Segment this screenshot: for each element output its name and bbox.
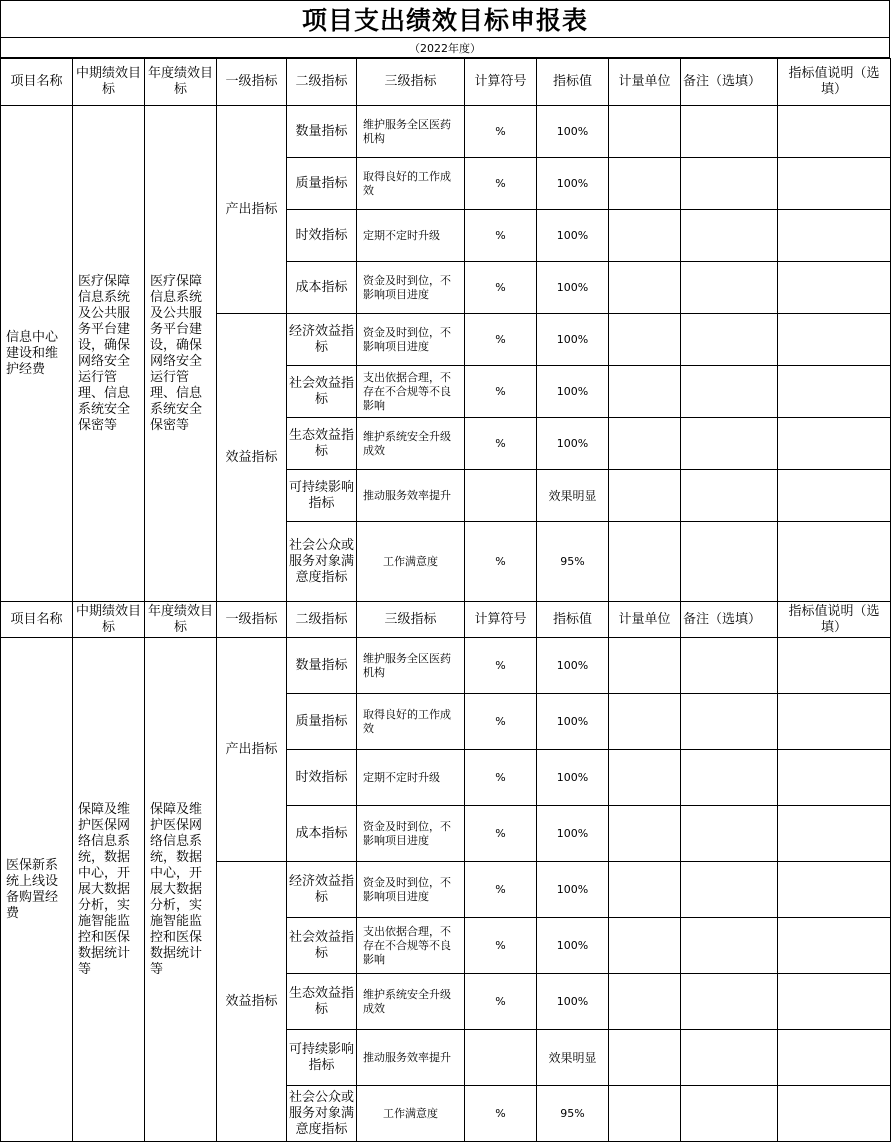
value-cell: 100%	[537, 918, 609, 974]
header-cell: 二级指标	[287, 602, 357, 638]
remark-cell	[681, 366, 778, 418]
symbol-cell: %	[465, 366, 537, 418]
level1-benefit: 效益指标	[217, 314, 287, 602]
symbol-cell: %	[465, 210, 537, 262]
note-cell	[778, 750, 891, 806]
remark-cell	[681, 158, 778, 210]
level2-cell: 社会效益指标	[287, 366, 357, 418]
level3-cell: 推动服务效率提升	[357, 1030, 465, 1086]
remark-cell	[681, 862, 778, 918]
level2-cell: 质量指标	[287, 694, 357, 750]
level2-cell: 社会效益指标	[287, 918, 357, 974]
level3-cell: 支出依据合理，不存在不合规等不良影响	[357, 918, 465, 974]
header-cell: 备注（选填）	[681, 602, 778, 638]
symbol-cell: %	[465, 158, 537, 210]
level2-cell: 社会公众或服务对象满意度指标	[287, 522, 357, 602]
value-cell: 95%	[537, 1086, 609, 1142]
value-cell: 100%	[537, 418, 609, 470]
note-cell	[778, 918, 891, 974]
symbol-cell: %	[465, 974, 537, 1030]
level2-cell: 可持续影响指标	[287, 470, 357, 522]
remark-cell	[681, 750, 778, 806]
note-cell	[778, 806, 891, 862]
unit-cell	[609, 366, 681, 418]
note-cell	[778, 862, 891, 918]
remark-cell	[681, 974, 778, 1030]
unit-cell	[609, 806, 681, 862]
remark-cell	[681, 210, 778, 262]
table-row	[1, 106, 891, 158]
header-cell: 一级指标	[217, 59, 287, 106]
unit-cell	[609, 522, 681, 602]
level3-cell: 支出依据合理，不存在不合规等不良影响	[357, 366, 465, 418]
value-cell: 100%	[537, 210, 609, 262]
level2-cell: 数量指标	[287, 106, 357, 158]
level1-output: 产出指标	[217, 638, 287, 862]
level3-cell: 维护服务全区医药机构	[357, 638, 465, 694]
level3-cell: 工作满意度	[357, 1086, 465, 1142]
header-cell: 计量单位	[609, 59, 681, 106]
unit-cell	[609, 210, 681, 262]
level3-cell: 工作满意度	[357, 522, 465, 602]
level3-cell: 定期不定时升级	[357, 210, 465, 262]
value-cell: 100%	[537, 862, 609, 918]
note-cell	[778, 262, 891, 314]
level3-cell: 资金及时到位，不影响项目进度	[357, 806, 465, 862]
symbol-cell: %	[465, 1086, 537, 1142]
remark-cell	[681, 470, 778, 522]
note-cell	[778, 418, 891, 470]
mid-term-goal: 医疗保障信息系统及公共服务平台建设，确保网络安全运行管理、信息系统安全保密等	[73, 106, 145, 602]
header-cell: 三级指标	[357, 59, 465, 106]
level3-cell: 资金及时到位，不影响项目进度	[357, 262, 465, 314]
unit-cell	[609, 1030, 681, 1086]
level3-cell: 维护系统安全升级成效	[357, 974, 465, 1030]
unit-cell	[609, 262, 681, 314]
remark-cell	[681, 638, 778, 694]
header-cell: 一级指标	[217, 602, 287, 638]
value-cell: 100%	[537, 750, 609, 806]
note-cell	[778, 974, 891, 1030]
level3-cell: 定期不定时升级	[357, 750, 465, 806]
symbol-cell: %	[465, 750, 537, 806]
report-title: 项目支出绩效目标申报表	[0, 0, 890, 38]
level1-benefit: 效益指标	[217, 862, 287, 1142]
header-cell: 中期绩效目标	[73, 602, 145, 638]
annual-goal: 医疗保障信息系统及公共服务平台建设，确保网络安全运行管理、信息系统安全保密等	[145, 106, 217, 602]
level2-cell: 生态效益指标	[287, 974, 357, 1030]
symbol-cell: %	[465, 694, 537, 750]
remark-cell	[681, 262, 778, 314]
level2-cell: 数量指标	[287, 638, 357, 694]
unit-cell	[609, 918, 681, 974]
header-cell: 项目名称	[1, 602, 73, 638]
note-cell	[778, 366, 891, 418]
level3-cell: 取得良好的工作成效	[357, 694, 465, 750]
header-cell: 指标值说明（选填）	[778, 59, 891, 106]
header-cell: 二级指标	[287, 59, 357, 106]
level2-cell: 时效指标	[287, 750, 357, 806]
symbol-cell: %	[465, 638, 537, 694]
remark-cell	[681, 522, 778, 602]
value-cell: 100%	[537, 694, 609, 750]
indicator-table	[0, 58, 891, 1142]
value-cell: 效果明显	[537, 470, 609, 522]
report-year: （2022年度）	[0, 38, 890, 58]
level2-cell: 经济效益指标	[287, 314, 357, 366]
header-row	[1, 59, 891, 106]
project-name: 信息中心建设和维护经费	[1, 106, 73, 602]
remark-cell	[681, 418, 778, 470]
header-cell: 年度绩效目标	[145, 59, 217, 106]
remark-cell	[681, 806, 778, 862]
header-cell: 计量单位	[609, 602, 681, 638]
unit-cell	[609, 638, 681, 694]
header-cell: 年度绩效目标	[145, 602, 217, 638]
header-cell: 指标值	[537, 602, 609, 638]
symbol-cell: %	[465, 806, 537, 862]
unit-cell	[609, 418, 681, 470]
symbol-cell: %	[465, 262, 537, 314]
level2-cell: 质量指标	[287, 158, 357, 210]
symbol-cell: %	[465, 418, 537, 470]
header-cell: 项目名称	[1, 59, 73, 106]
note-cell	[778, 522, 891, 602]
mid-term-goal: 保障及维护医保网络信息系统，数据中心，开展大数据分析，实施智能监控和医保数据统计等	[73, 638, 145, 1142]
note-cell	[778, 314, 891, 366]
note-cell	[778, 1086, 891, 1142]
level3-cell: 资金及时到位，不影响项目进度	[357, 862, 465, 918]
remark-cell	[681, 1086, 778, 1142]
remark-cell	[681, 106, 778, 158]
note-cell	[778, 106, 891, 158]
note-cell	[778, 210, 891, 262]
symbol-cell: %	[465, 106, 537, 158]
symbol-cell	[465, 1030, 537, 1086]
value-cell: 100%	[537, 366, 609, 418]
level3-cell: 取得良好的工作成效	[357, 158, 465, 210]
table-row	[1, 638, 891, 694]
note-cell	[778, 694, 891, 750]
level2-cell: 成本指标	[287, 262, 357, 314]
header-cell: 指标值说明（选填）	[778, 602, 891, 638]
level3-cell: 资金及时到位，不影响项目进度	[357, 314, 465, 366]
value-cell: 100%	[537, 314, 609, 366]
unit-cell	[609, 1086, 681, 1142]
header-cell: 中期绩效目标	[73, 59, 145, 106]
level2-cell: 社会公众或服务对象满意度指标	[287, 1086, 357, 1142]
header-cell: 三级指标	[357, 602, 465, 638]
unit-cell	[609, 158, 681, 210]
unit-cell	[609, 862, 681, 918]
remark-cell	[681, 918, 778, 974]
level2-cell: 可持续影响指标	[287, 1030, 357, 1086]
level3-cell: 推动服务效率提升	[357, 470, 465, 522]
note-cell	[778, 638, 891, 694]
note-cell	[778, 470, 891, 522]
symbol-cell	[465, 470, 537, 522]
level2-cell: 生态效益指标	[287, 418, 357, 470]
value-cell: 95%	[537, 522, 609, 602]
annual-goal: 保障及维护医保网络信息系统，数据中心，开展大数据分析，实施智能监控和医保数据统计等	[145, 638, 217, 1142]
unit-cell	[609, 694, 681, 750]
header-cell: 计算符号	[465, 59, 537, 106]
unit-cell	[609, 470, 681, 522]
value-cell: 100%	[537, 638, 609, 694]
unit-cell	[609, 106, 681, 158]
value-cell: 效果明显	[537, 1030, 609, 1086]
header-cell: 计算符号	[465, 602, 537, 638]
note-cell	[778, 1030, 891, 1086]
header-cell: 备注（选填）	[681, 59, 778, 106]
unit-cell	[609, 750, 681, 806]
value-cell: 100%	[537, 974, 609, 1030]
project-name: 医保新系统上线设备购置经费	[1, 638, 73, 1142]
header-cell: 指标值	[537, 59, 609, 106]
level1-output: 产出指标	[217, 106, 287, 314]
header-row	[1, 602, 891, 638]
level2-cell: 时效指标	[287, 210, 357, 262]
note-cell	[778, 158, 891, 210]
value-cell: 100%	[537, 806, 609, 862]
symbol-cell: %	[465, 862, 537, 918]
value-cell: 100%	[537, 106, 609, 158]
unit-cell	[609, 974, 681, 1030]
remark-cell	[681, 314, 778, 366]
level2-cell: 成本指标	[287, 806, 357, 862]
unit-cell	[609, 314, 681, 366]
value-cell: 100%	[537, 262, 609, 314]
symbol-cell: %	[465, 522, 537, 602]
remark-cell	[681, 694, 778, 750]
symbol-cell: %	[465, 314, 537, 366]
level3-cell: 维护服务全区医药机构	[357, 106, 465, 158]
symbol-cell: %	[465, 918, 537, 974]
remark-cell	[681, 1030, 778, 1086]
level3-cell: 维护系统安全升级成效	[357, 418, 465, 470]
level2-cell: 经济效益指标	[287, 862, 357, 918]
value-cell: 100%	[537, 158, 609, 210]
